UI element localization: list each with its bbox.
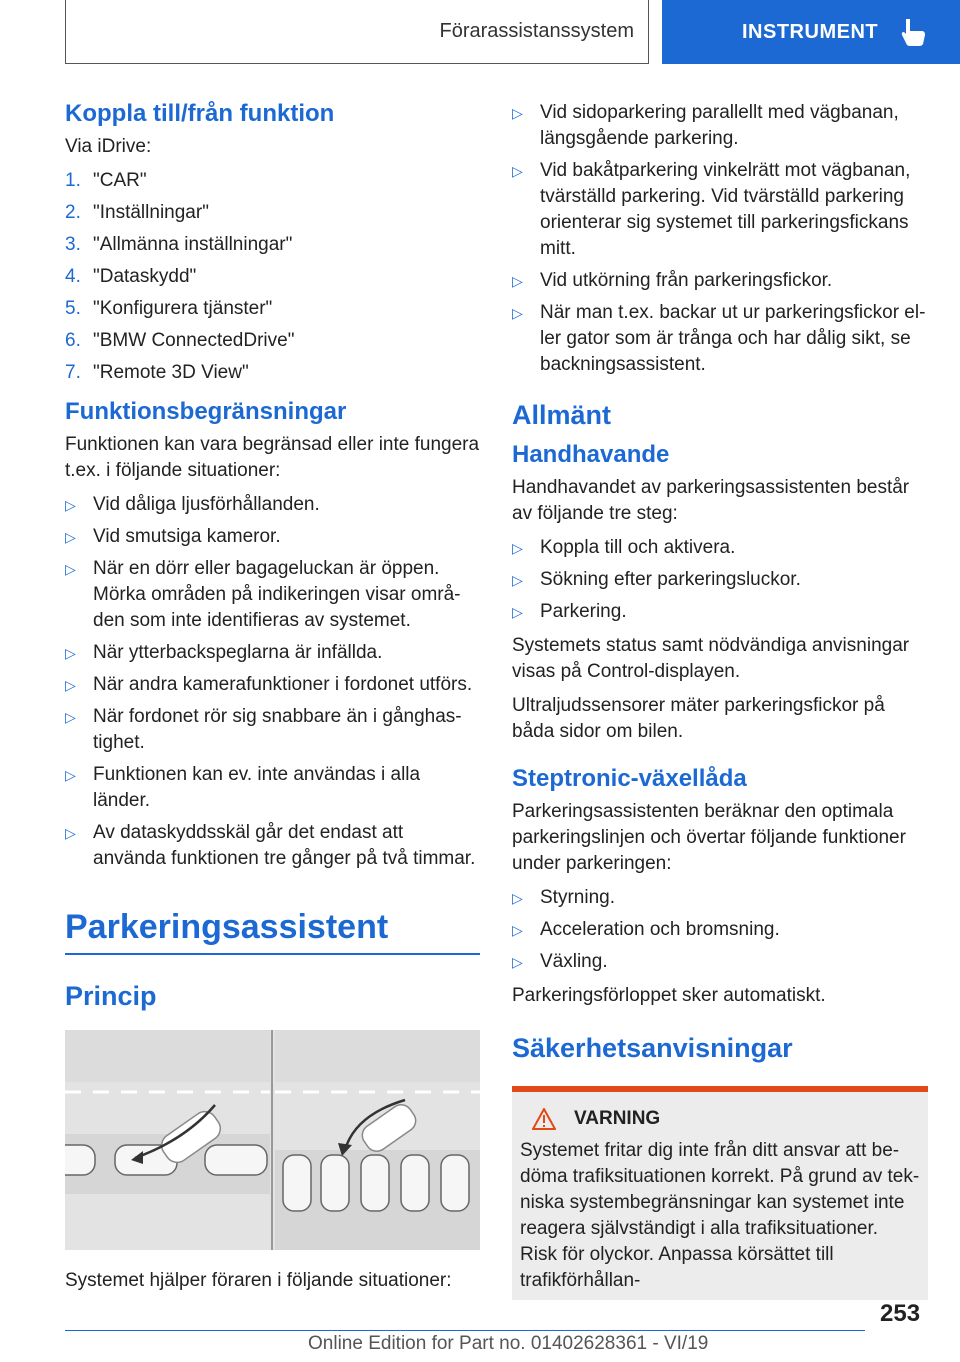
parking-illustration [65, 1030, 480, 1250]
triangle-bullet-icon: ▷ [512, 163, 523, 179]
list-item: ▷ Vid utkörning från parkeringsfickor. [512, 268, 928, 294]
heading-operation: Handhavande [512, 441, 670, 468]
section-title: Förarassistanssystem [439, 20, 634, 42]
list-item: ▷ När en dörr eller bagageluckan är öppen. Mörka områden på indikeringen visar områ-den som inte identifieras av systemet. [65, 556, 480, 634]
status-text: Systemets status samt nödvändiga anvisningar visas på Control-displayen. [512, 635, 910, 682]
operation-intro: Handhavandet av parkeringsassistenten består av följande tre steg: [512, 477, 910, 524]
operation-steps-list [512, 535, 928, 625]
list-item: ▷ Växling. [512, 949, 928, 975]
warning-box [512, 1086, 928, 1300]
steptronic-intro: Parkeringsassistenten beräknar den optimala parkeringslinjen och övertar följande funktioner under parkeringen: [512, 801, 906, 874]
limits-list [65, 492, 480, 872]
heading-principle: Princip [65, 981, 157, 1011]
triangle-bullet-icon: ▷ [512, 273, 523, 289]
list-item: ▷ När andra kamerafunktioner i fordonet utförs. [65, 672, 480, 698]
list-item: 6. "BMW ConnectedDrive" [65, 330, 295, 351]
list-item: ▷ Koppla till och aktivera. [512, 535, 928, 561]
triangle-bullet-icon: ▷ [512, 604, 523, 620]
left-column [65, 100, 480, 1302]
triangle-bullet-icon: ▷ [65, 497, 76, 513]
pointing-hand-icon [900, 17, 926, 47]
situations-list [512, 100, 928, 378]
triangle-bullet-icon: ▷ [65, 767, 76, 783]
heading-limits: Funktionsbegränsningar [65, 398, 347, 425]
triangle-bullet-icon: ▷ [512, 954, 523, 970]
warning-triangle-icon [532, 1108, 556, 1130]
triangle-bullet-icon: ▷ [65, 825, 76, 841]
list-item: 5. "Konfigurera tjänster" [65, 298, 273, 319]
triangle-bullet-icon: ▷ [512, 922, 523, 938]
running-header-section [65, 0, 649, 64]
footer-text: Online Edition for Part no. 01402628361 - VI/19 [308, 1333, 709, 1354]
chapter-title: INSTRUMENT [742, 20, 879, 43]
list-item: ▷ Sökning efter parkeringsluckor. [512, 567, 928, 593]
footer-rule [65, 1330, 865, 1331]
heading-general: Allmänt [512, 400, 612, 430]
heading-park-assist: Parkeringsassistent [65, 908, 480, 955]
triangle-bullet-icon: ▷ [512, 305, 523, 321]
sensor-text: Ultraljudssensorer mäter parkeringsfickor på båda sidor om bilen. [512, 695, 885, 742]
idrive-steps-list [65, 168, 480, 386]
triangle-bullet-icon: ▷ [65, 709, 76, 725]
list-item: 4. "Dataskydd" [65, 266, 197, 287]
triangle-bullet-icon: ▷ [512, 105, 523, 121]
list-item: ▷ När ytterbackspeglarna är infällda. [65, 640, 480, 666]
triangle-bullet-icon: ▷ [65, 677, 76, 693]
warning-text: Systemet fritar dig inte från ditt ansvar att be-döma trafiksituationen korrekt. På grund av tek-niska systembegränsningar kan systemet inte reagera självständigt i alla trafiksituationer. Risk för olyckor. Anpassa körsättet till trafikförhållan- [520, 1140, 920, 1291]
list-item: 2. "Inställningar" [65, 202, 209, 223]
list-item: 1. "CAR" [65, 170, 147, 191]
warning-header [520, 1108, 920, 1130]
heading-activate: Koppla till/från funktion [65, 100, 335, 127]
via-idrive-text: Via iDrive: [65, 136, 152, 157]
triangle-bullet-icon: ▷ [512, 572, 523, 588]
list-item: ▷ Funktionen kan ev. inte användas i alla länder. [65, 762, 480, 814]
list-item: ▷ Vid dåliga ljusförhållanden. [65, 492, 480, 518]
page-number: 253 [880, 1300, 921, 1327]
illustration-caption: Systemet hjälper föraren i följande situationer: [65, 1270, 452, 1291]
list-item: ▷ När man t.ex. backar ut ur parkeringsfickor el-ler gator som är trånga och har dålig sikt, se backningsassistent. [512, 300, 928, 378]
list-item: ▷ När fordonet rör sig snabbare än i gånghas-tighet. [65, 704, 480, 756]
list-item: ▷ Vid smutsiga kameror. [65, 524, 480, 550]
list-item: 7. "Remote 3D View" [65, 362, 249, 383]
steptronic-list [512, 885, 928, 975]
chapter-tab[interactable] [662, 0, 960, 64]
triangle-bullet-icon: ▷ [512, 540, 523, 556]
list-item: ▷ Vid bakåtparkering vinkelrätt mot vägbanan, tvärställd parkering. Vid tvärställd parkering orienterar sig systemet till parkeringsfickans mitt. [512, 158, 928, 262]
heading-steptronic: Steptronic-växellåda [512, 765, 747, 792]
limits-intro: Funktionen kan vara begränsad eller inte fungera t.ex. i följande situationer: [65, 434, 480, 481]
triangle-bullet-icon: ▷ [65, 561, 76, 577]
list-item: ▷ Acceleration och bromsning. [512, 917, 928, 943]
list-item: ▷ Av dataskyddsskäl går det endast att använda funktionen tre gånger på två timmar. [65, 820, 480, 872]
automatic-text: Parkeringsförloppet sker automatiskt. [512, 985, 826, 1006]
list-item: 3. "Allmänna inställningar" [65, 234, 293, 255]
list-item: ▷ Styrning. [512, 885, 928, 911]
triangle-bullet-icon: ▷ [65, 529, 76, 545]
warning-title: VARNING [574, 1108, 661, 1129]
heading-safety: Säkerhetsanvisningar [512, 1033, 793, 1063]
list-item: ▷ Vid sidoparkering parallellt med vägbanan, längsgående parkering. [512, 100, 928, 152]
list-item: ▷ Parkering. [512, 599, 928, 625]
right-column [512, 100, 928, 1300]
triangle-bullet-icon: ▷ [512, 890, 523, 906]
triangle-bullet-icon: ▷ [65, 645, 76, 661]
